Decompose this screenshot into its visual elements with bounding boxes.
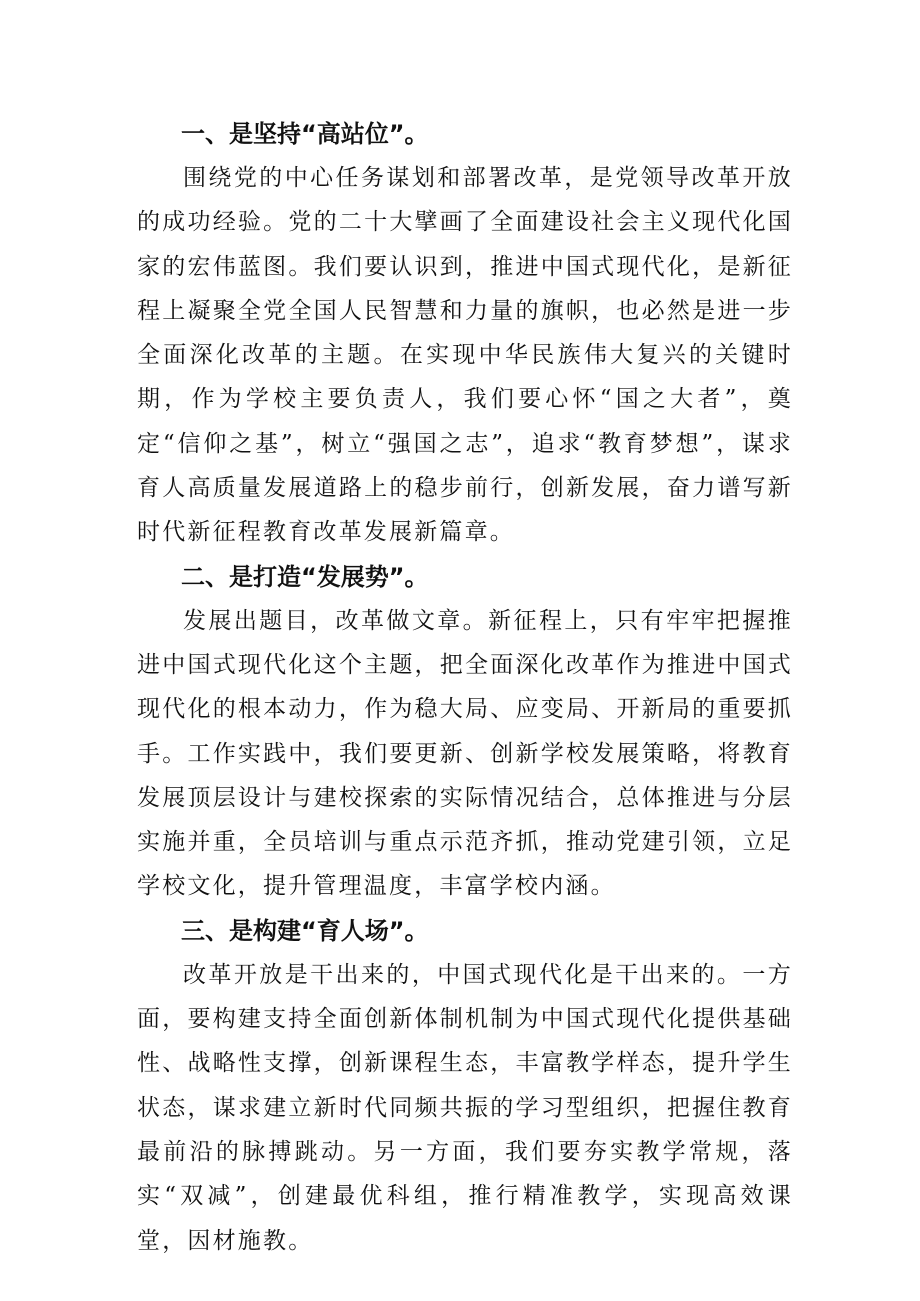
section-paragraph-1: 围绕党的中心任务谋划和部署改革，是党领导改革开放的成功经验。党的二十大擘画了全面建设社会主义现代化国家的宏伟蓝图。我们要认识到，推进中国式现代化，是新征程上凝聚全党全国人民智慧和力量的旗帜，也必然是进一步全面深化改革的主题。在实现中华民族伟大复兴的关键时期，作为学校主要负责人，我们要心怀“国之大者”，奠定“信仰之基”，树立“强国之志”，追求“教育梦想”，谋求育人高质量发展道路上的稳步前行，创新发展，奋力谱写新时代新征程教育改革发展新篇章。 <box>137 165 793 546</box>
section-paragraph-2: 发展出题目，改革做文章。新征程上，只有牢牢把握推进中国式现代化这个主题，把全面深化改革作为推进中国式现代化的根本动力，作为稳大局、应变局、开新局的重要抓手。工作实践中，我们要更新、创新学校发展策略，将教育发展顶层设计与建校探索的实际情况结合，总体推进与分层实施并重，全员培训与重点示范齐抓，推动党建引领，立足学校文化，提升管理温度，丰富学校内涵。 <box>137 607 793 900</box>
section-heading-1: 一、是坚持“高站位”。 <box>181 120 429 148</box>
section-paragraph-3: 改革开放是干出来的，中国式现代化是干出来的。一方面，要构建支持全面创新体制机制为中国式现代化提供基础性、战略性支撑，创新课程生态，丰富教学样态，提升学生状态，谋求建立新时代同频共振的学习型组织，把握住教育最前沿的脉搏跳动。另一方面，我们要夯实教学常规，落实“双减”，创建最优科组，推行精准教学，实现高效课堂，因材施教。 <box>137 961 793 1254</box>
document-body <box>137 112 793 1263</box>
section-heading-2: 二、是打造“发展势”。 <box>181 562 429 591</box>
section-heading-3: 三、是构建“育人场”。 <box>181 916 429 945</box>
